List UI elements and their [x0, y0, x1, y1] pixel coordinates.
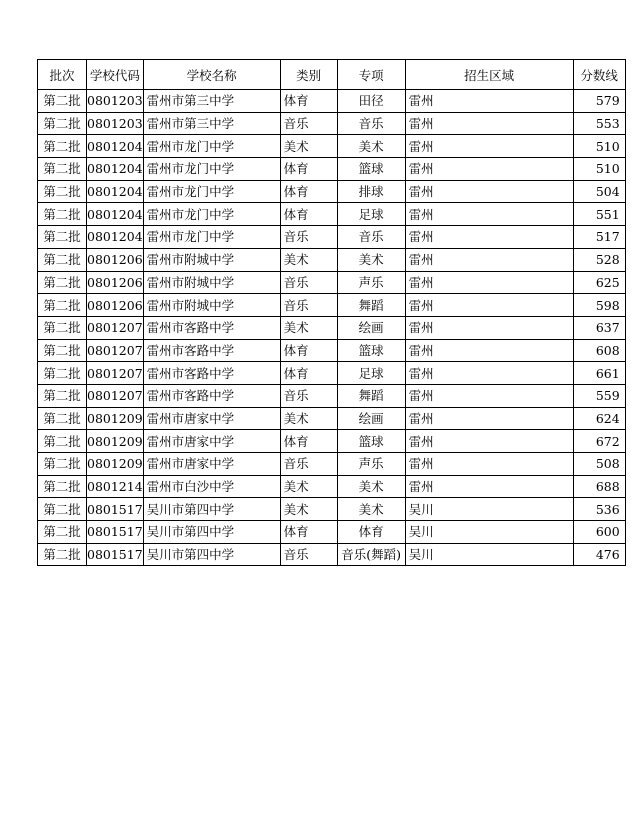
batch-cell: 第二批 — [38, 135, 87, 158]
category-cell: 音乐 — [280, 543, 337, 566]
table-row — [38, 339, 626, 362]
region-cell: 吴川 — [405, 521, 573, 544]
batch-cell: 第二批 — [38, 180, 87, 203]
table-row — [38, 384, 626, 407]
batch-cell: 第二批 — [38, 158, 87, 181]
specialty-cell: 田径 — [337, 90, 405, 113]
batch-cell: 第二批 — [38, 316, 87, 339]
specialty-cell: 声乐 — [337, 453, 405, 476]
specialty-cell: 音乐(舞蹈) — [337, 543, 405, 566]
school-code-cell: 0801204 — [87, 226, 144, 249]
batch-cell: 第二批 — [38, 294, 87, 317]
region-cell: 雷州 — [405, 453, 573, 476]
school-name-cell: 雷州市客路中学 — [143, 316, 280, 339]
batch-cell: 第二批 — [38, 339, 87, 362]
school-code-cell: 0801204 — [87, 135, 144, 158]
school-code-cell: 0801204 — [87, 158, 144, 181]
batch-cell: 第二批 — [38, 543, 87, 566]
score-cell: 504 — [573, 180, 625, 203]
specialty-cell: 足球 — [337, 203, 405, 226]
table-row — [38, 362, 626, 385]
table-row — [38, 271, 626, 294]
batch-cell: 第二批 — [38, 271, 87, 294]
table-row — [38, 112, 626, 135]
table-row — [38, 543, 626, 566]
score-cell: 508 — [573, 453, 625, 476]
specialty-cell: 篮球 — [337, 158, 405, 181]
region-cell: 雷州 — [405, 271, 573, 294]
school-code-cell: 0801517 — [87, 521, 144, 544]
header-category: 类别 — [280, 60, 337, 90]
specialty-cell: 美术 — [337, 475, 405, 498]
category-cell: 体育 — [280, 430, 337, 453]
school-name-cell: 雷州市客路中学 — [143, 384, 280, 407]
score-cell: 598 — [573, 294, 625, 317]
region-cell: 雷州 — [405, 112, 573, 135]
school-name-cell: 雷州市客路中学 — [143, 362, 280, 385]
region-cell: 吴川 — [405, 498, 573, 521]
header-school-name: 学校名称 — [143, 60, 280, 90]
school-name-cell: 雷州市附城中学 — [143, 248, 280, 271]
specialty-cell: 篮球 — [337, 430, 405, 453]
school-name-cell: 吴川市第四中学 — [143, 521, 280, 544]
category-cell: 音乐 — [280, 112, 337, 135]
score-cell: 608 — [573, 339, 625, 362]
school-name-cell: 雷州市客路中学 — [143, 339, 280, 362]
table-body — [38, 90, 626, 566]
table-row — [38, 90, 626, 113]
school-name-cell: 吴川市第四中学 — [143, 498, 280, 521]
category-cell: 音乐 — [280, 226, 337, 249]
region-cell: 雷州 — [405, 158, 573, 181]
region-cell: 吴川 — [405, 543, 573, 566]
header-school-code: 学校代码 — [87, 60, 144, 90]
school-code-cell: 0801206 — [87, 294, 144, 317]
score-cell: 688 — [573, 475, 625, 498]
specialty-cell: 舞蹈 — [337, 384, 405, 407]
table-row — [38, 316, 626, 339]
score-cell: 528 — [573, 248, 625, 271]
score-cell: 672 — [573, 430, 625, 453]
school-code-cell: 0801517 — [87, 543, 144, 566]
school-name-cell: 雷州市唐家中学 — [143, 453, 280, 476]
school-name-cell: 雷州市附城中学 — [143, 294, 280, 317]
specialty-cell: 排球 — [337, 180, 405, 203]
score-cell: 536 — [573, 498, 625, 521]
specialty-cell: 篮球 — [337, 339, 405, 362]
category-cell: 音乐 — [280, 453, 337, 476]
school-code-cell: 0801207 — [87, 362, 144, 385]
score-cell: 625 — [573, 271, 625, 294]
score-table — [37, 59, 626, 566]
region-cell: 雷州 — [405, 384, 573, 407]
batch-cell: 第二批 — [38, 475, 87, 498]
score-cell: 553 — [573, 112, 625, 135]
school-code-cell: 0801206 — [87, 248, 144, 271]
school-code-cell: 0801209 — [87, 453, 144, 476]
specialty-cell: 美术 — [337, 498, 405, 521]
region-cell: 雷州 — [405, 248, 573, 271]
category-cell: 体育 — [280, 362, 337, 385]
specialty-cell: 绘画 — [337, 316, 405, 339]
category-cell: 音乐 — [280, 271, 337, 294]
score-cell: 510 — [573, 158, 625, 181]
table-row — [38, 475, 626, 498]
school-name-cell: 雷州市龙门中学 — [143, 135, 280, 158]
school-name-cell: 雷州市白沙中学 — [143, 475, 280, 498]
batch-cell: 第二批 — [38, 112, 87, 135]
header-region: 招生区域 — [405, 60, 573, 90]
school-name-cell: 雷州市第三中学 — [143, 112, 280, 135]
batch-cell: 第二批 — [38, 203, 87, 226]
region-cell: 雷州 — [405, 90, 573, 113]
category-cell: 体育 — [280, 339, 337, 362]
school-code-cell: 0801214 — [87, 475, 144, 498]
table-row — [38, 294, 626, 317]
header-specialty: 专项 — [337, 60, 405, 90]
school-code-cell: 0801203 — [87, 112, 144, 135]
school-code-cell: 0801209 — [87, 407, 144, 430]
score-cell: 600 — [573, 521, 625, 544]
region-cell: 雷州 — [405, 362, 573, 385]
category-cell: 音乐 — [280, 294, 337, 317]
school-code-cell: 0801517 — [87, 498, 144, 521]
specialty-cell: 体育 — [337, 521, 405, 544]
school-code-cell: 0801209 — [87, 430, 144, 453]
school-code-cell: 0801207 — [87, 316, 144, 339]
specialty-cell: 音乐 — [337, 226, 405, 249]
specialty-cell: 绘画 — [337, 407, 405, 430]
table-row — [38, 407, 626, 430]
school-code-cell: 0801204 — [87, 203, 144, 226]
category-cell: 美术 — [280, 498, 337, 521]
score-cell: 476 — [573, 543, 625, 566]
score-cell: 624 — [573, 407, 625, 430]
score-cell: 517 — [573, 226, 625, 249]
batch-cell: 第二批 — [38, 384, 87, 407]
region-cell: 雷州 — [405, 226, 573, 249]
table-row — [38, 135, 626, 158]
batch-cell: 第二批 — [38, 407, 87, 430]
region-cell: 雷州 — [405, 475, 573, 498]
school-code-cell: 0801203 — [87, 90, 144, 113]
category-cell: 美术 — [280, 135, 337, 158]
table-row — [38, 498, 626, 521]
school-code-cell: 0801207 — [87, 384, 144, 407]
table-row — [38, 248, 626, 271]
school-name-cell: 雷州市唐家中学 — [143, 430, 280, 453]
specialty-cell: 舞蹈 — [337, 294, 405, 317]
category-cell: 体育 — [280, 521, 337, 544]
school-code-cell: 0801204 — [87, 180, 144, 203]
school-name-cell: 吴川市第四中学 — [143, 543, 280, 566]
category-cell: 体育 — [280, 90, 337, 113]
category-cell: 体育 — [280, 180, 337, 203]
batch-cell: 第二批 — [38, 362, 87, 385]
region-cell: 雷州 — [405, 135, 573, 158]
table-row — [38, 430, 626, 453]
specialty-cell: 足球 — [337, 362, 405, 385]
category-cell: 美术 — [280, 316, 337, 339]
school-name-cell: 雷州市龙门中学 — [143, 158, 280, 181]
region-cell: 雷州 — [405, 430, 573, 453]
region-cell: 雷州 — [405, 407, 573, 430]
batch-cell: 第二批 — [38, 453, 87, 476]
batch-cell: 第二批 — [38, 90, 87, 113]
school-name-cell: 雷州市附城中学 — [143, 271, 280, 294]
header-row — [38, 60, 626, 90]
category-cell: 体育 — [280, 203, 337, 226]
school-name-cell: 雷州市第三中学 — [143, 90, 280, 113]
table-row — [38, 180, 626, 203]
score-cell: 579 — [573, 90, 625, 113]
score-cell: 559 — [573, 384, 625, 407]
score-cell: 637 — [573, 316, 625, 339]
school-name-cell: 雷州市龙门中学 — [143, 203, 280, 226]
category-cell: 音乐 — [280, 384, 337, 407]
school-name-cell: 雷州市龙门中学 — [143, 226, 280, 249]
specialty-cell: 美术 — [337, 248, 405, 271]
region-cell: 雷州 — [405, 294, 573, 317]
score-cell: 551 — [573, 203, 625, 226]
table-row — [38, 226, 626, 249]
region-cell: 雷州 — [405, 316, 573, 339]
school-code-cell: 0801207 — [87, 339, 144, 362]
table-row — [38, 453, 626, 476]
batch-cell: 第二批 — [38, 248, 87, 271]
score-cell: 661 — [573, 362, 625, 385]
header-score: 分数线 — [573, 60, 625, 90]
batch-cell: 第二批 — [38, 226, 87, 249]
category-cell: 体育 — [280, 158, 337, 181]
school-name-cell: 雷州市唐家中学 — [143, 407, 280, 430]
batch-cell: 第二批 — [38, 498, 87, 521]
region-cell: 雷州 — [405, 339, 573, 362]
specialty-cell: 美术 — [337, 135, 405, 158]
category-cell: 美术 — [280, 475, 337, 498]
category-cell: 美术 — [280, 407, 337, 430]
region-cell: 雷州 — [405, 180, 573, 203]
school-name-cell: 雷州市龙门中学 — [143, 180, 280, 203]
category-cell: 美术 — [280, 248, 337, 271]
table-row — [38, 521, 626, 544]
score-cell: 510 — [573, 135, 625, 158]
specialty-cell: 声乐 — [337, 271, 405, 294]
school-code-cell: 0801206 — [87, 271, 144, 294]
specialty-cell: 音乐 — [337, 112, 405, 135]
header-batch: 批次 — [38, 60, 87, 90]
table-row — [38, 158, 626, 181]
batch-cell: 第二批 — [38, 430, 87, 453]
region-cell: 雷州 — [405, 203, 573, 226]
table-row — [38, 203, 626, 226]
batch-cell: 第二批 — [38, 521, 87, 544]
